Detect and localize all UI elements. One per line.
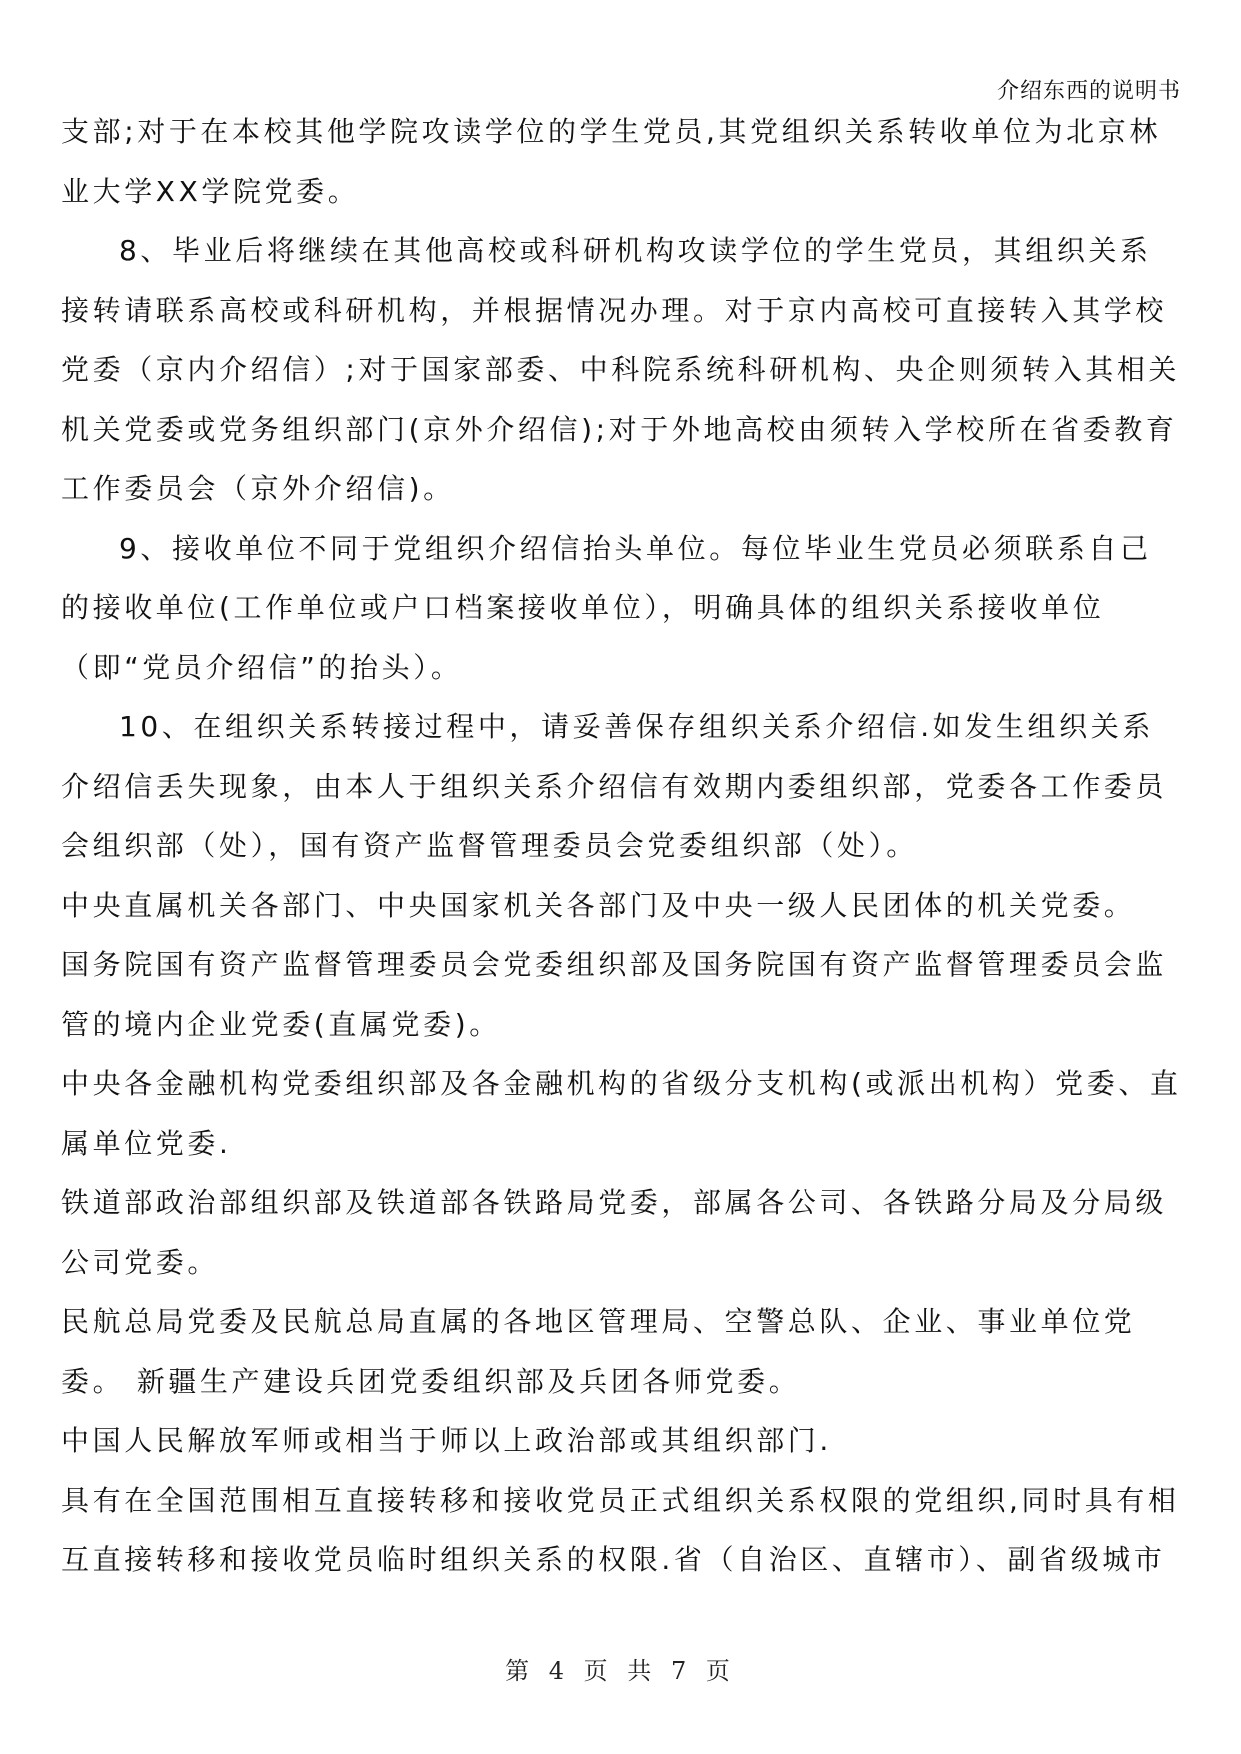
paragraph-7: 中央各金融机构党委组织部及各金融机构的省级分支机构(或派出机构）党委、直属单位党委.: [61, 1067, 1182, 1160]
paragraph-9: 民航总局党委及民航总局直属的各地区管理局、空警总队、企业、事业单位党委。 新疆生产建设兵团党委组织部及兵团各师党委。: [61, 1305, 1136, 1398]
paragraph-5: 中央直属机关各部门、中央国家机关各部门及中央一级人民团体的机关党委。: [61, 888, 1136, 922]
paragraph-1: 支部;对于在本校其他学院攻读学位的学生党员,其党组织关系转收单位为北京林业大学XX学院党委。: [61, 115, 1161, 208]
document-body: [61, 102, 1183, 1590]
paragraph-3: 9、接收单位不同于党组织介绍信抬头单位。每位毕业生党员必须联系自己的接收单位(工作单位或户口档案接收单位），明确具体的组织关系接收单位（即“党员介绍信”的抬头）。: [61, 531, 1152, 684]
paragraph-10: 中国人民解放军师或相当于师以上政治部或其组织部门.: [61, 1424, 832, 1457]
paragraph-6: 国务院国有资产监督管理委员会党委组织部及国务院国有资产监督管理委员会监管的境内企业党委(直属党委)。: [61, 948, 1168, 1041]
paragraph-4: 10、在组织关系转接过程中，请妥善保存组织关系介绍信.如发生组织关系介绍信丢失现象，由本人于组织关系介绍信有效期内委组织部，党委各工作委员会组织部（处），国有资产监督管理委员会党委组织部（处）。: [61, 710, 1168, 862]
paragraph-2: 8、毕业后将继续在其他高校或科研机构攻读学位的学生党员，其组织关系接转请联系高校或科研机构，并根据情况办理。对于京内高校可直接转入其学校党委（京内介绍信）;对于国家部委、中科院系统科研机构、央企则须转入其相关机关党委或党务组织部门(京外介绍信);对于外地高校由须转入学校所在省委教育工作委员会（京外介绍信)。: [61, 234, 1181, 505]
paragraph-11: 具有在全国范围相互直接转移和接收党员正式组织关系权限的党组织,同时具有相互直接转移和接收党员临时组织关系的权限.省（自治区、直辖市）、副省级城市: [61, 1483, 1180, 1576]
page-number-footer: 第 4 页 共 7 页: [505, 1657, 736, 1685]
paragraph-8: 铁道部政治部组织部及铁道部各铁路局党委，部属各公司、各铁路分局及分局级公司党委。: [61, 1186, 1168, 1279]
page-header-title: 介绍东西的说明书: [996, 79, 1181, 104]
